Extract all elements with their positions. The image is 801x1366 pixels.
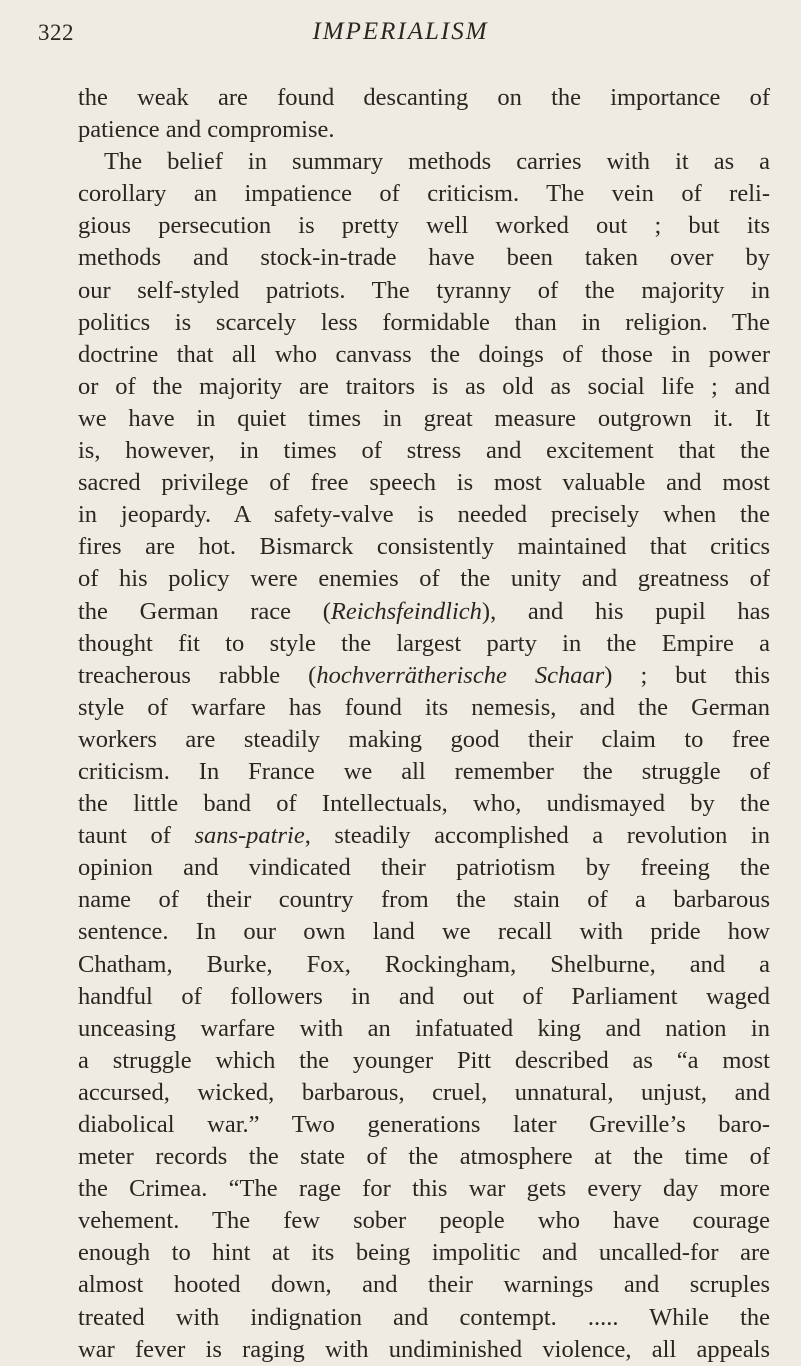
- italic-phrase: sans-patrie: [194, 822, 305, 850]
- body-text: [78, 82, 770, 1366]
- text-line: a struggle which the younger Pitt described as “a most: [78, 1046, 770, 1074]
- text-line: the weak are found descanting on the importance of: [78, 84, 770, 111]
- text-line-part: ) ; but this: [604, 661, 771, 689]
- text-line: vehement. The few sober people who have courage: [78, 1207, 770, 1235]
- text-line-part: taunt of: [78, 822, 195, 850]
- page-number: 322: [38, 20, 74, 45]
- text-line: fires are hot. Bismarck consistently maintained that critics: [78, 533, 770, 561]
- text-line: enough to hint at its being impolitic and uncalled-for are: [78, 1239, 770, 1267]
- text-line: workers are steadily making good their claim to free: [78, 725, 770, 753]
- text-line: gious persecution is pretty well worked out ; but its: [78, 212, 770, 240]
- text-line: name of their country from the stain of a barbarous: [78, 886, 770, 914]
- text-line: corollary an impatience of criticism. The vein of reli-: [78, 180, 770, 208]
- text-line: we have in quiet times in great measure outgrown it. It: [78, 404, 770, 432]
- text-line: [78, 820, 770, 852]
- text-line: handful of followers in and out of Parliament waged: [78, 982, 770, 1010]
- text-line: sentence. In our own land we recall with pride how: [78, 918, 770, 946]
- text-line: sacred privilege of free speech is most valuable and most: [78, 469, 770, 497]
- italic-phrase: Reichsfeindlich: [330, 597, 482, 625]
- running-head: IMPERIALISM: [312, 18, 489, 45]
- text-line-part: treacherous rabble (: [78, 661, 317, 689]
- text-line: the little band of Intellectuals, who, undismayed by the: [78, 790, 770, 818]
- text-line: almost hooted down, and their warnings and scruples: [78, 1271, 770, 1299]
- text-line: diabolical war.” Two generations later Greville’s baro-: [78, 1111, 770, 1138]
- text-line: style of warfare has found its nemesis, and the German: [78, 693, 770, 721]
- text-line: doctrine that all who canvass the doings of those in power: [78, 340, 770, 368]
- text-line: or of the majority are traitors is as old as social life ; and: [78, 372, 770, 400]
- text-line: our self-styled patriots. The tyranny of the majority in: [78, 276, 770, 304]
- text-line: The belief in summary methods carries with it as a: [104, 148, 770, 176]
- text-line: patience and compromise.: [78, 116, 335, 144]
- text-line-part: , steadily accomplished a revolution in: [304, 822, 770, 850]
- text-line: methods and stock-in-trade have been taken over by: [78, 244, 770, 272]
- text-line: unceasing warfare with an infatuated king and nation in: [78, 1014, 770, 1042]
- text-line: treated with indignation and contempt. ..... While the: [78, 1303, 770, 1331]
- text-line: is, however, in times of stress and excitement that the: [78, 437, 770, 465]
- text-line: politics is scarcely less formidable than in religion. The: [78, 308, 770, 336]
- text-line-part: the German race (: [78, 597, 331, 625]
- text-line: opinion and vindicated their patriotism by freeing the: [78, 854, 770, 882]
- text-line: criticism. In France we all remember the struggle of: [78, 757, 770, 785]
- italic-phrase: hochverrätherische Schaar: [316, 661, 605, 689]
- text-line: meter records the state of the atmosphere at the time of: [78, 1143, 770, 1171]
- text-line: of his policy were enemies of the unity and greatness of: [78, 565, 770, 593]
- text-line: thought fit to style the largest party in the Empire a: [78, 629, 770, 657]
- text-line: [78, 596, 770, 628]
- text-line: accursed, wicked, barbarous, cruel, unnatural, unjust, and: [78, 1078, 770, 1106]
- text-line: [78, 660, 770, 692]
- text-line: Chatham, Burke, Fox, Rockingham, Shelburne, and a: [78, 950, 770, 978]
- text-line: the Crimea. “The rage for this war gets every day more: [78, 1175, 770, 1203]
- text-line: war fever is raging with undiminished violence, all appeals: [78, 1335, 770, 1363]
- text-line-part: ), and his pupil has: [481, 597, 770, 625]
- text-line: in jeopardy. A safety-valve is needed precisely when the: [78, 501, 770, 529]
